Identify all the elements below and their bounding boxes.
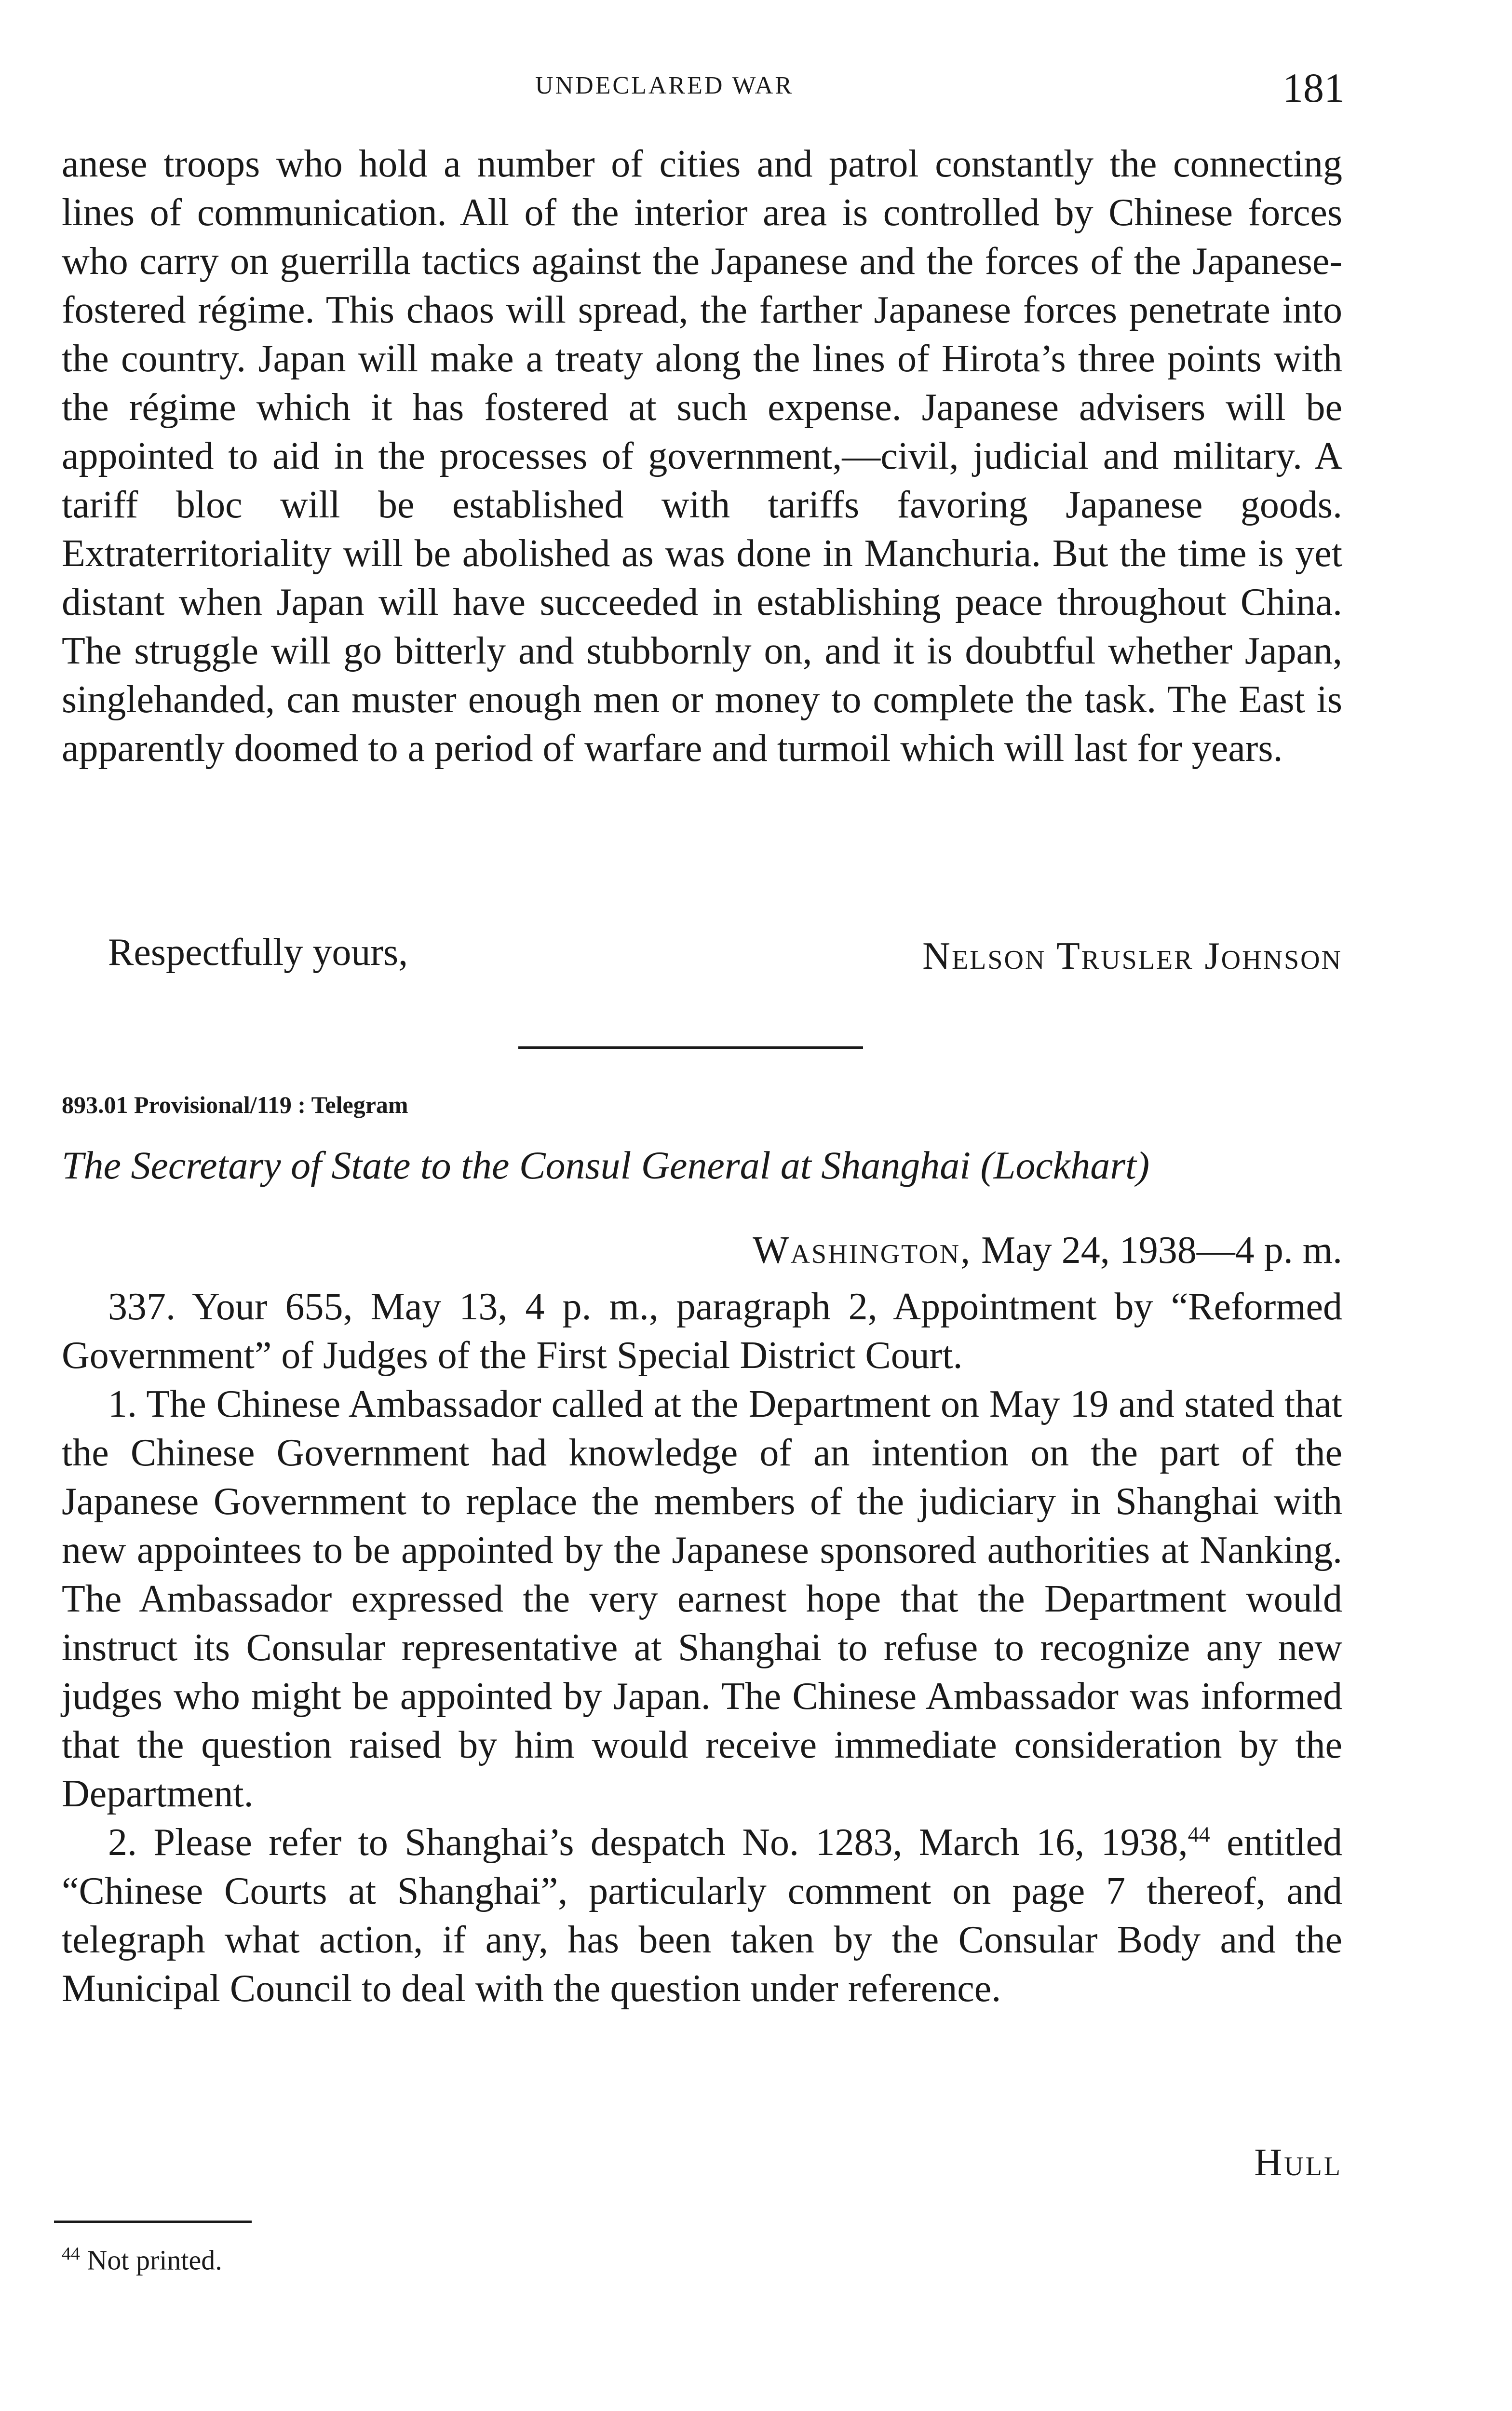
page-number: 181 — [1282, 65, 1345, 111]
letter-body — [62, 140, 1342, 773]
telegram-paragraph: 337. Your 655, May 13, 4 p. m., paragraph 2, Appointment by “Reformed Government” of Judges of the First Special District Court. — [62, 1286, 1342, 1377]
document-title: The Secretary of State to the Consul General at Shanghai (Lockhart) — [62, 1143, 1150, 1187]
letter-paragraph: anese troops who hold a number of cities and patrol constantly the connecting lines of communication. All of the interior area is controlled by Chinese forces who carry on guerrilla tactics against the Japanese and the forces of the Japanese-fostered régime. This chaos will spread, the farther Japanese forces penetrate into the country. Japan will make a treaty along the lines of Hirota’s three points with the régime which it has fostered at such expense. Japanese advisers will be appointed to aid in the processes of government,—civil, judicial and military. A tariff bloc will be established with tariffs favoring Japanese goods. Extraterritoriality will be abolished as was done in Manchuria. But the time is yet distant when Japan will have succeeded in establishing peace throughout China. The struggle will go bitterly and stubbornly on, and it is doubtful whether Japan, singlehanded, can muster enough men or money to complete the task. The East is apparently doomed to a period of warfare and turmoil which will last for years. — [62, 143, 1342, 770]
dateline — [753, 1229, 1342, 1273]
telegram-paragraph-text: entitled “Chinese Courts at Shanghai”, particularly comment on page 7 thereof, and telegraph what action, if any, has been taken by the Consular Body and the Municipal Council to deal with the question under reference. — [62, 1821, 1343, 2010]
telegram-body — [62, 1283, 1342, 2013]
dateline-place: Washington, — [752, 1229, 972, 1272]
running-title: UNDECLARED WAR — [535, 72, 794, 99]
footnote-mark: 44 — [62, 2244, 80, 2264]
dateline-date: May 24, 1938—4 p. m. — [981, 1229, 1342, 1272]
footnote — [62, 2243, 222, 2276]
footnote-reference: 44 — [1188, 1822, 1210, 1847]
letter-closing — [62, 931, 1342, 984]
telegram-signature: Hull — [1254, 2141, 1342, 2184]
letter-signature: Nelson Trusler Johnson — [922, 935, 1342, 977]
footnote-divider — [54, 2221, 252, 2223]
telegram-paragraph-text: 2. Please refer to Shanghai’s despatch No. 1283, March 16, 1938, — [108, 1821, 1188, 1864]
telegram-paragraph — [62, 1818, 1342, 2013]
section-divider — [518, 1046, 863, 1049]
telegram-paragraph: 1. The Chinese Ambassador called at the Department on May 19 and stated that the Chinese Government had knowledge of an intention on the part of the Japanese Government to replace the members of the judiciary in Shanghai with new appointees to be appointed by the Japanese sponsored authorities at Nanking. The Ambassador expressed the very earnest hope that the Department would instruct its Consular representative at Shanghai to refuse to recognize any new judges who might be appointed by Japan. The Chinese Ambassador was informed that the question raised by him would receive immediate consideration by the Department. — [62, 1383, 1342, 1815]
complimentary-close: Respectfully yours, — [108, 931, 408, 974]
footnote-text: Not printed. — [87, 2244, 222, 2276]
file-reference: 893.01 Provisional/119 : Telegram — [62, 1091, 408, 1118]
